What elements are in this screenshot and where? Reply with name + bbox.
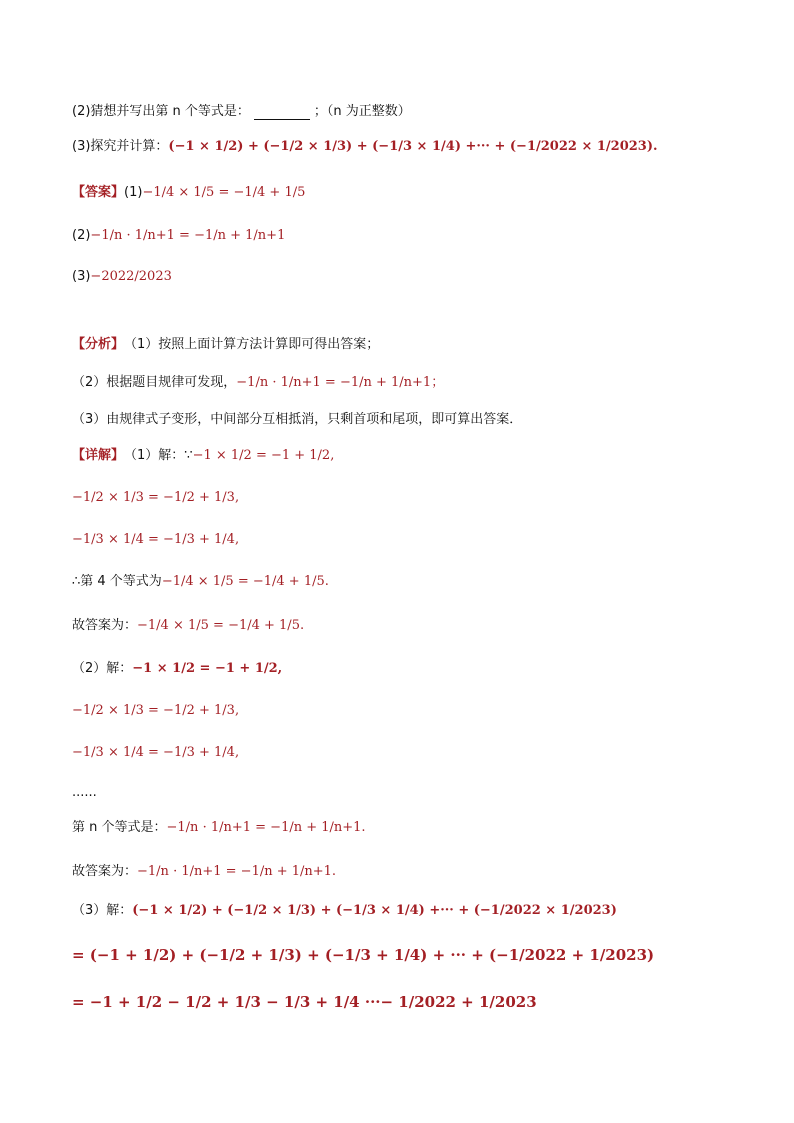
- detail-6: [72, 659, 282, 679]
- answer-tag: 【答案】: [72, 185, 125, 200]
- detail-12-text: （3）解：: [72, 903, 133, 918]
- detail-8-math: −1/3 × 1/4 = −1/3 + 1/4,: [72, 745, 240, 760]
- detail-5-text: 故答案为：: [72, 618, 138, 633]
- answer-2: [72, 226, 285, 246]
- detail-3-math: −1/3 × 1/4 = −1/3 + 1/4,: [72, 532, 240, 547]
- detail-13-math: = (−1 + 1/2) + (−1/2 + 1/3) + (−1/3 + 1/4) + ··· + (−1/2022 + 1/2023): [72, 946, 655, 964]
- question-2-text: (2)猜想并写出第 n 个等式是：: [72, 104, 250, 119]
- detail-13: [72, 945, 654, 965]
- detail-4-math: −1/4 × 1/5 = −1/4 + 1/5.: [161, 574, 329, 589]
- detail-9: [72, 783, 97, 803]
- question-3-label: (3)探究并计算：: [72, 139, 169, 154]
- answer-1-math: −1/4 × 1/5 = −1/4 + 1/5: [142, 185, 306, 200]
- analysis-2: [72, 373, 444, 393]
- answer-3-label: (3): [72, 269, 91, 284]
- detail-7-math: −1/2 × 1/3 = −1/2 + 1/3,: [72, 703, 240, 718]
- detail-tag: 【详解】: [72, 448, 125, 463]
- detail-10: [72, 818, 366, 838]
- answer-1: [72, 183, 305, 203]
- answer-1-label: (1): [124, 185, 143, 200]
- analysis-2-math: −1/n · 1/n+1 = −1/n + 1/n+1；: [236, 375, 445, 390]
- detail-5-math: −1/4 × 1/5 = −1/4 + 1/5.: [137, 618, 305, 633]
- question-2-tail: ；（n 为正整数）: [313, 104, 411, 119]
- analysis-1: [72, 335, 379, 355]
- detail-3: [72, 530, 239, 550]
- answer-3-math: −2022/2023: [90, 269, 172, 284]
- detail-10-text: 第 n 个等式是：: [72, 820, 167, 835]
- detail-1: [72, 446, 334, 466]
- question-2: [72, 102, 411, 122]
- detail-1-text: （1）解：∵: [124, 448, 193, 463]
- detail-12-math: (−1 × 1/2) + (−1/2 × 1/3) + (−1/3 × 1/4) +··· + (−1/2022 × 1/2023): [132, 903, 617, 918]
- answer-2-math: −1/n · 1/n+1 = −1/n + 1/n+1: [90, 228, 286, 243]
- detail-14: [72, 992, 537, 1012]
- detail-12: [72, 901, 617, 921]
- answer-3: [72, 267, 172, 287]
- detail-11-text: 故答案为：: [72, 864, 138, 879]
- detail-10-math: −1/n · 1/n+1 = −1/n + 1/n+1.: [166, 820, 366, 835]
- detail-8: [72, 743, 239, 763]
- detail-2: [72, 488, 239, 508]
- answer-2-label: (2): [72, 228, 91, 243]
- detail-5: [72, 616, 304, 636]
- detail-2-math: −1/2 × 1/3 = −1/2 + 1/3,: [72, 490, 240, 505]
- answer-blank: [254, 105, 310, 120]
- detail-4: [72, 572, 329, 592]
- question-3-math: (−1 × 1/2) + (−1/2 × 1/3) + (−1/3 × 1/4) +··· + (−1/2022 × 1/2023).: [168, 139, 658, 154]
- detail-14-math: = −1 + 1/2 − 1/2 + 1/3 − 1/3 + 1/4 ···− 1/2022 + 1/2023: [72, 993, 537, 1011]
- detail-6-math: −1 × 1/2 = −1 + 1/2,: [132, 661, 283, 676]
- analysis-2-text: （2）根据题目规律可发现，: [72, 375, 237, 390]
- detail-11-math: −1/n · 1/n+1 = −1/n + 1/n+1.: [137, 864, 337, 879]
- detail-6-text: （2）解：: [72, 661, 133, 676]
- analysis-1-text: （1）按照上面计算方法计算即可得出答案；: [124, 337, 380, 352]
- ellipsis-text: ......: [72, 785, 97, 800]
- detail-4-text: ∴第 4 个等式为: [72, 574, 162, 589]
- analysis-3: [72, 410, 522, 430]
- question-3: [72, 137, 658, 157]
- analysis-3-text: （3）由规律式子变形，中间部分互相抵消，只剩首项和尾项，即可算出答案．: [72, 412, 523, 427]
- detail-7: [72, 701, 239, 721]
- detail-1-math: −1 × 1/2 = −1 + 1/2,: [192, 448, 335, 463]
- analysis-tag: 【分析】: [72, 337, 125, 352]
- detail-11: [72, 862, 336, 882]
